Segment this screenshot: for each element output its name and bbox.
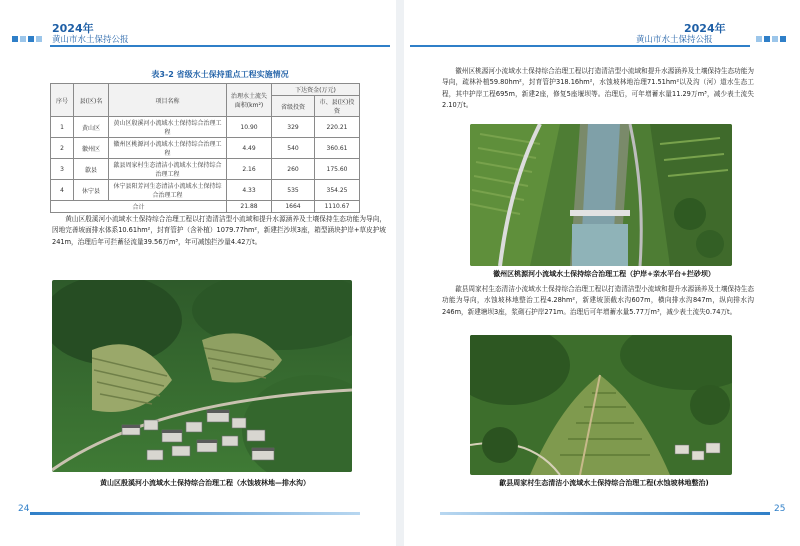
right-photo-caption-1: 徽州区桃源河小流域水土保持综合治理工程（护岸+亲水平台+拦砂坝） <box>493 270 715 278</box>
slope-aerial-image <box>470 335 732 475</box>
col-county: 县(区)名 <box>74 84 109 117</box>
header-line <box>410 45 750 47</box>
cell-area: 4.49 <box>227 138 272 159</box>
right-photo-caption-2: 歙县周家村生态清洁小流域水土保持综合治理工程(水蚀坡林地整治) <box>499 479 709 487</box>
col-no: 序号 <box>51 84 74 117</box>
cell-county: 歙县 <box>74 159 109 180</box>
river-aerial-image <box>470 124 732 266</box>
cell-city: 360.61 <box>315 138 360 159</box>
cell-project: 黄山区殷溪河小流域水土保持综合治理工程 <box>109 117 227 138</box>
table-title: 表3-2 省级水土保持重点工程实施情况 <box>151 70 289 79</box>
cell-area: 4.33 <box>227 180 272 201</box>
cell-area: 2.16 <box>227 159 272 180</box>
left-photo-caption: 黄山区殷溪河小流域水土保持综合治理工程（水蚀坡林地—排水沟） <box>100 479 310 487</box>
cell-no: 1 <box>51 117 74 138</box>
cell-prov: 535 <box>272 180 315 201</box>
header-subtitle: 黄山市水土保持公报 <box>636 35 713 45</box>
cell-city: 175.60 <box>315 159 360 180</box>
header-year: 2024年 <box>684 22 726 35</box>
projects-table <box>50 83 360 213</box>
header-decoration <box>12 36 42 42</box>
footer-line <box>30 512 360 515</box>
cell-area: 10.90 <box>227 117 272 138</box>
right-page <box>404 0 800 546</box>
cell-county: 黄山区 <box>74 117 109 138</box>
cell-prov: 260 <box>272 159 315 180</box>
table-row <box>51 117 360 138</box>
left-paragraph: 黄山区殷溪河小流域水土保持综合治理工程以打造清洁型小流域和提升水源涵养及土壤保持生态功能为导向，因地完善坡面排水体系10.61hm²，封育管护（含补植）1079.77hm²，新建拦沙坝3座，箱型涵块护岸+草皮护坡241m，治理后年可拦蓄径流量39.56万m³，年可减蚀拦沙量4.42万t。 <box>52 215 386 246</box>
cell-no: 2 <box>51 138 74 159</box>
header-line <box>50 45 390 47</box>
header-subtitle: 黄山市水土保持公报 <box>52 35 129 45</box>
cell-project: 歙县周家村生态清洁小流域水土保持综合治理工程 <box>109 159 227 180</box>
cell-county: 徽州区 <box>74 138 109 159</box>
cell-city: 220.21 <box>315 117 360 138</box>
right-paragraph-1: 徽州区桃源河小流域水土保持综合治理工程以打造清洁型小流域和提升水源涵养及土壤保持生态功能为导向，疏林补植59.80hm²，封育管护318.16hm²，水蚀坡林地治理71.51hm²以及沟（河）道水生态工程，其中护岸工程695m，新建2座，修复5座堰坝等。治理后，可年增蓄水量11.29万m³，减少表土流失2.10万t。 <box>442 67 754 110</box>
cell-total-label: 合计 <box>51 201 227 213</box>
page-number: 24 <box>18 504 30 514</box>
cell-prov: 329 <box>272 117 315 138</box>
cell-no: 3 <box>51 159 74 180</box>
cell-city: 354.25 <box>315 180 360 201</box>
cell-project: 徽州区桃源河小流域水土保持综合治理工程 <box>109 138 227 159</box>
cell-total-area: 21.88 <box>227 201 272 213</box>
cell-prov: 540 <box>272 138 315 159</box>
village-aerial-photo <box>52 280 352 472</box>
slope-aerial-photo <box>470 335 732 475</box>
river-aerial-photo <box>470 124 732 266</box>
col-prov: 省级投资 <box>272 96 315 117</box>
table-total-row <box>51 201 360 213</box>
cell-project: 休宁县阳芳河生态清洁小流域水土保持综合治理工程 <box>109 180 227 201</box>
cell-no: 4 <box>51 180 74 201</box>
table-row <box>51 138 360 159</box>
cell-total-prov: 1664 <box>272 201 315 213</box>
footer-line <box>440 512 770 515</box>
page-number: 25 <box>774 504 786 514</box>
table-row <box>51 159 360 180</box>
col-project: 项目名称 <box>109 84 227 117</box>
header-decoration <box>756 36 786 42</box>
table-row <box>51 180 360 201</box>
right-paragraph-2: 歙县周家村生态清洁小流域水土保持综合治理工程以打造清洁型小流域和提升水源涵养及土壤保持生态功能为导向，水蚀坡林地整治工程4.28hm²，新建坡顶截水沟607m，横向排水沟847m，纵向排水沟246m，新建塘坝3座，浆砌石护岸271m。治理后可年增蓄水量5.77万m³，减少表土流失0.74万t。 <box>442 285 754 316</box>
header-year: 2024年 <box>52 22 94 35</box>
village-aerial-image <box>52 280 352 472</box>
cell-total-city: 1110.67 <box>315 201 360 213</box>
col-city: 市、县(区)投资 <box>315 96 360 117</box>
col-area: 治理水土流失面积(km²) <box>227 84 272 117</box>
cell-county: 休宁县 <box>74 180 109 201</box>
col-funds: 下达资金(万元) <box>272 84 360 96</box>
left-page <box>0 0 396 546</box>
